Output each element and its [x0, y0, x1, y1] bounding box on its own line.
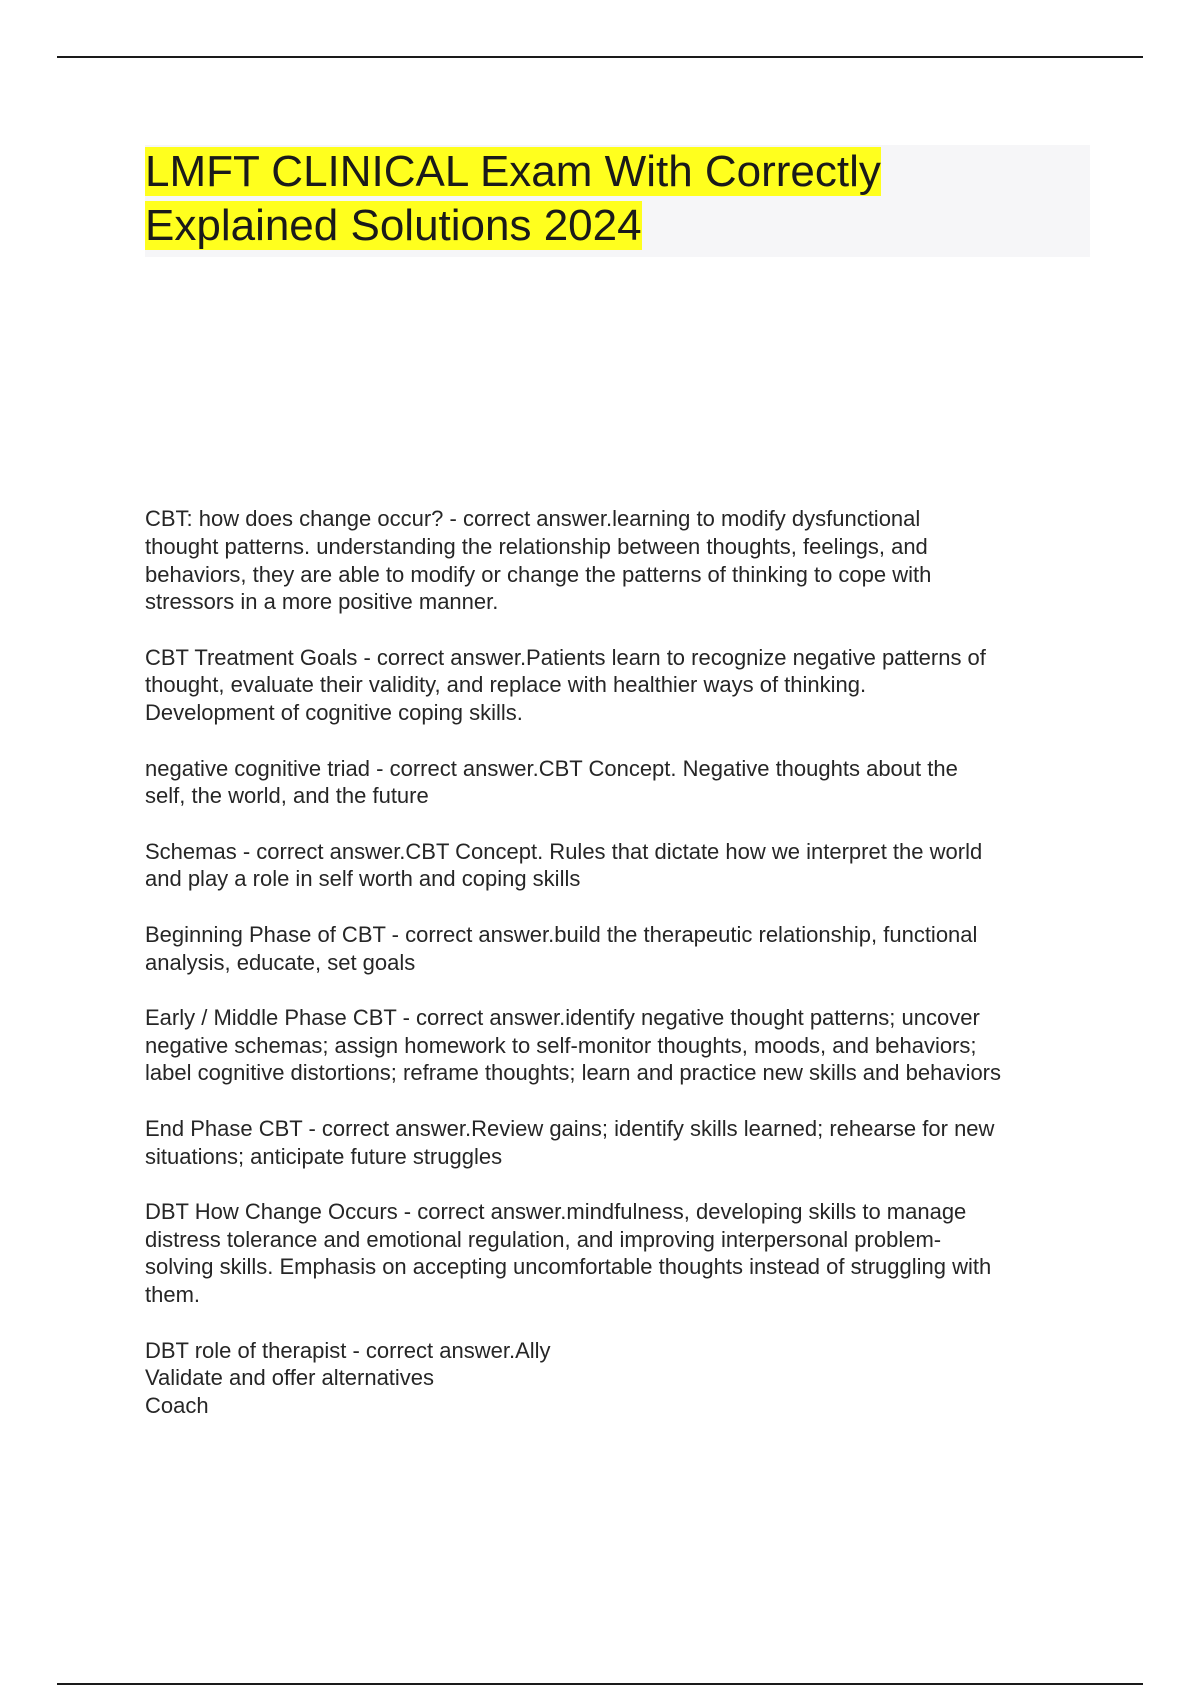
document-title: [145, 145, 965, 253]
qa-entry: CBT: how does change occur? - correct answer.learning to modify dysfunctional thought patterns. understanding the relationship between thoughts, feelings, and behaviors, they are able to modify or change the patterns of thinking to cope with stressors in a more positive manner.: [145, 506, 932, 615]
top-rule: [57, 56, 1143, 58]
qa-entries: [145, 505, 1095, 1447]
qa-entry: DBT How Change Occurs - correct answer.mindfulness, developing skills to manage distress tolerance and emotional regulation, and improving interpersonal problem- solving skills. Emphasis on accepting uncomfortable thoughts instead of struggling with them.: [145, 1198, 992, 1308]
qa-entry: Early / Middle Phase CBT - correct answer.identify negative thought patterns; uncover negative schemas; assign homework to self-monitor thoughts, moods, and behaviors; label cognitive distortions; reframe thoughts; learn and practice new skills and behaviors: [145, 1004, 1002, 1086]
qa-entry: End Phase CBT - correct answer.Review gains; identify skills learned; rehearse for new situations; anticipate future struggles: [145, 1115, 995, 1169]
title-block: [145, 145, 1090, 257]
bottom-rule: [57, 1683, 1143, 1685]
qa-entry: negative cognitive triad - correct answer.CBT Concept. Negative thoughts about the self, the world, and the future: [145, 755, 958, 809]
qa-entry: Schemas - correct answer.CBT Concept. Rules that dictate how we interpret the world and play a role in self worth and coping skills: [145, 838, 983, 892]
qa-entry: DBT role of therapist - correct answer.Ally Validate and offer alternatives Coach: [145, 1337, 551, 1419]
qa-entry: CBT Treatment Goals - correct answer.Patients learn to recognize negative patterns of thought, evaluate their validity, and replace with healthier ways of thinking. Development of cognitive coping skills.: [145, 644, 986, 726]
qa-entry: Beginning Phase of CBT - correct answer.build the therapeutic relationship, functional analysis, educate, set goals: [145, 921, 978, 975]
document-title-text: LMFT CLINICAL Exam With Correctly Explained Solutions 2024: [145, 147, 881, 250]
